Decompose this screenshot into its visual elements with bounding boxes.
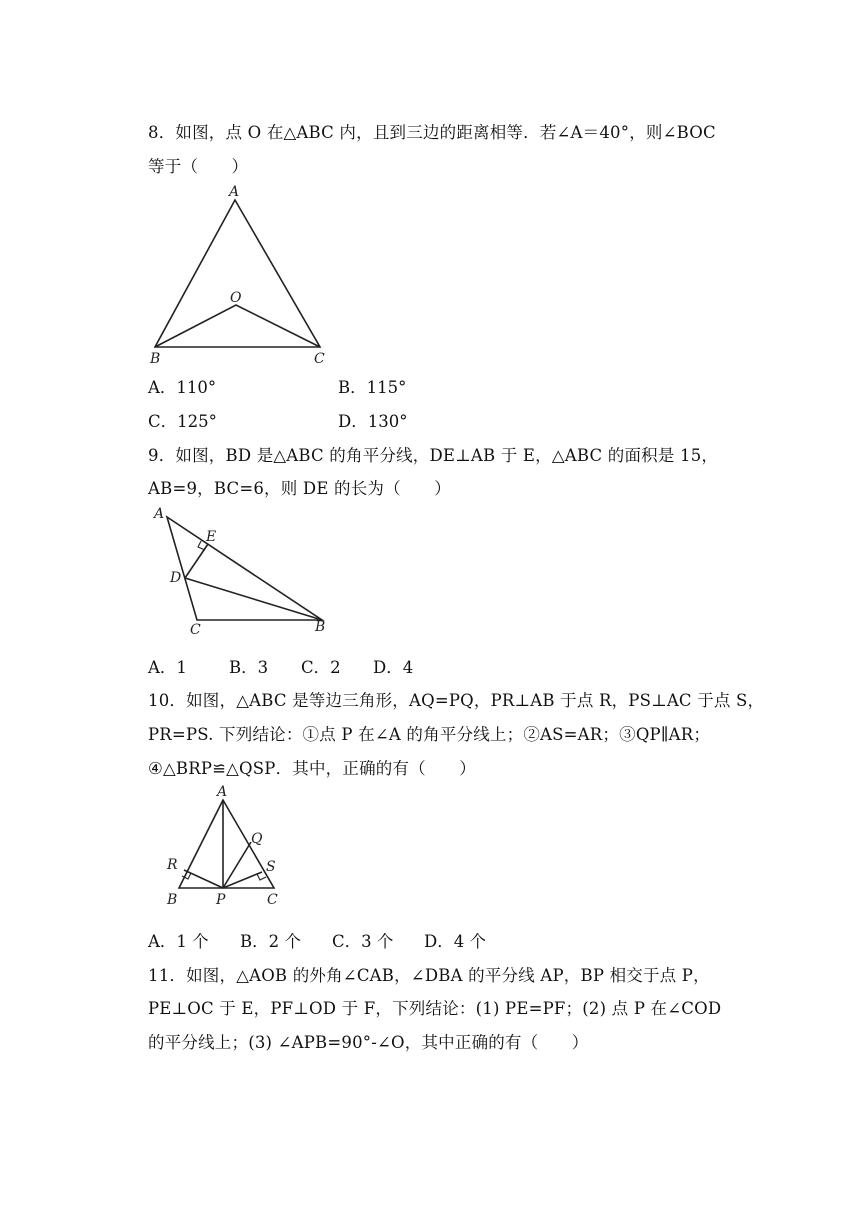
q9-label-d: D — [170, 570, 182, 586]
q10-right-angle-s — [257, 874, 266, 880]
q10-segment-ps — [223, 872, 262, 888]
q10-option-b[interactable]: B．2 个 — [240, 932, 301, 951]
q10-label-p: P — [216, 892, 226, 908]
q9-option-c[interactable]: C．2 — [301, 658, 341, 677]
q9-triangle-abc — [167, 517, 322, 620]
q8-figure — [140, 180, 350, 370]
q8-option-a[interactable]: A．110° — [148, 378, 217, 397]
q10-label-q: Q — [251, 831, 263, 847]
q8-triangle-abc — [155, 200, 320, 347]
q9-label-a: A — [154, 506, 165, 522]
q9-segment-bd — [185, 578, 322, 620]
q9-figure — [140, 500, 340, 640]
q9-segment-de — [185, 544, 208, 578]
q8-option-b[interactable]: B．115° — [338, 378, 407, 397]
q8-angle-boc — [155, 305, 320, 347]
q9-stem-line2: AB=9，BC=6，则 DE 的长为（ ） — [148, 479, 451, 498]
q8-stem-line2: 等于（ ） — [148, 157, 249, 176]
q10-label-b: B — [167, 892, 178, 908]
q10-label-s: S — [266, 859, 276, 875]
q10-segment-pq — [223, 842, 251, 888]
q8-label-a: A — [229, 184, 240, 200]
q8-label-o: O — [230, 290, 242, 306]
q10-stem-line2: PR=PS. 下列结论：①点 P 在∠A 的角平分线上；②AS=AR；③QP∥AR； — [148, 725, 711, 744]
q10-label-a: A — [217, 784, 228, 800]
q8-stem-line1: 8．如图，点 O 在△ABC 内，且到三边的距离相等．若∠A＝40°，则∠BOC — [148, 123, 716, 142]
q11-stem-line3: 的平分线上；(3) ∠APB=90°-∠O，其中正确的有（ ） — [148, 1033, 589, 1052]
q11-stem-line2: PE⊥OC 于 E，PF⊥OD 于 F，下列结论：(1) PE=PF；(2) 点 P 在∠COD — [148, 999, 722, 1018]
q9-stem-line1: 9．如图，BD 是△ABC 的角平分线，DE⊥AB 于 E，△ABC 的面积是 15， — [148, 446, 719, 465]
q9-option-a[interactable]: A．1 — [148, 658, 187, 677]
q10-option-d[interactable]: D．4 个 — [424, 932, 486, 951]
q8-label-c: C — [314, 351, 325, 367]
q10-option-c[interactable]: C．3 个 — [332, 932, 394, 951]
q10-label-r: R — [167, 857, 178, 873]
q8-label-b: B — [150, 351, 161, 367]
q10-stem-line1: 10．如图，△ABC 是等边三角形，AQ=PQ，PR⊥AB 于点 R，PS⊥AC 于点 S， — [148, 691, 765, 710]
q9-label-b: B — [315, 619, 326, 635]
q8-option-c[interactable]: C．125° — [148, 412, 217, 431]
q9-label-c: C — [190, 622, 201, 638]
q9-option-d[interactable]: D．4 — [373, 658, 414, 677]
q10-stem-line3: ④△BRP≌△QSP．其中，正确的有（ ） — [148, 759, 476, 778]
q9-option-b[interactable]: B．3 — [229, 658, 269, 677]
q8-option-d[interactable]: D．130° — [338, 412, 408, 431]
q10-segment-pr — [184, 870, 223, 888]
q10-label-c: C — [267, 892, 278, 908]
q9-label-e: E — [206, 529, 217, 545]
q11-stem-line1: 11．如图，△AOB 的外角∠CAB，∠DBA 的平分线 AP，BP 相交于点 P， — [148, 966, 710, 985]
q10-figure — [155, 780, 295, 910]
q10-option-a[interactable]: A．1 个 — [148, 932, 209, 951]
